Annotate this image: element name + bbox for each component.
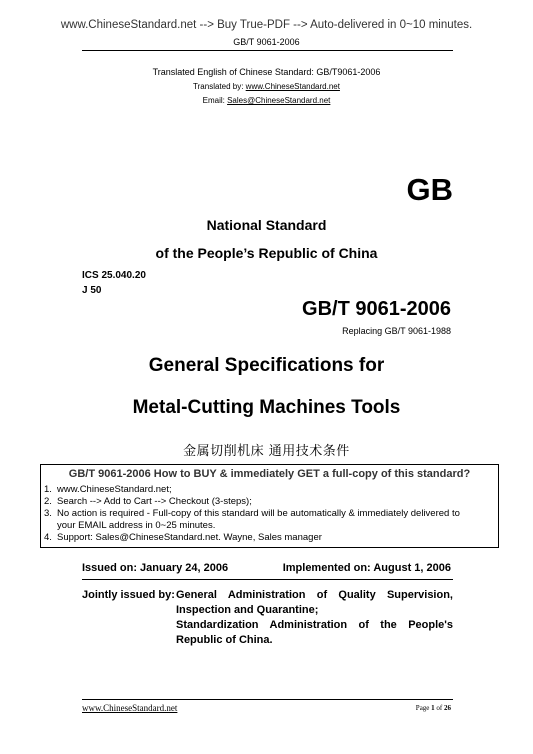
page-indicator: Page 1 of 26	[415, 704, 451, 712]
j-code: J 50	[82, 285, 102, 296]
buy-step-text[interactable]: www.ChineseStandard.net;	[57, 484, 172, 495]
buy-step-3-continued: your EMAIL address in 0~25 minutes.	[57, 520, 216, 531]
issuer-line-2: Inspection and Quarantine;	[176, 604, 319, 616]
footer-rule	[82, 699, 453, 700]
issuer-line-4: Republic of China.	[176, 634, 273, 646]
top-banner: www.ChineseStandard.net --> Buy True-PDF --> Auto-delivered in 0~10 minutes.	[60, 19, 473, 31]
header-doc-code: GB/T 9061-2006	[233, 37, 300, 47]
email-label: Email:	[202, 96, 228, 105]
buy-step-2: 2. Search --> Add to Cart --> Checkout (3-steps);	[44, 496, 252, 507]
national-standard-heading: National Standard	[206, 217, 327, 233]
translated-by	[0, 82, 533, 91]
jointly-issued-label: Jointly issued by:	[82, 589, 175, 601]
buy-info-box	[40, 464, 499, 548]
buy-box-heading: GB/T 9061-2006 How to BUY & immediately GET a full-copy of this standard?	[68, 468, 471, 480]
document-title-line1: General Specifications for	[148, 355, 385, 376]
email-link[interactable]: Sales@ChineseStandard.net	[227, 96, 331, 105]
buy-step-text: Search --> Add to Cart --> Checkout (3-steps);	[57, 496, 252, 507]
dates-rule	[82, 579, 453, 580]
standard-number: GB/T 9061-2006	[302, 298, 451, 320]
implemented-date: Implemented on: August 1, 2006	[282, 562, 451, 574]
replacing-note: Replacing GB/T 9061-1988	[342, 326, 451, 336]
buy-step-3: 3. No action is required - Full-copy of this standard will be automatically & immediately delivered to	[44, 508, 460, 519]
translation-title: Translated English of Chinese Standard: GB/T9061-2006	[152, 67, 381, 77]
header-rule	[82, 50, 453, 51]
translator-link[interactable]: www.ChineseStandard.net	[245, 82, 340, 91]
translated-by-label: Translated by:	[193, 82, 246, 91]
country-heading: of the People’s Republic of China	[155, 245, 378, 261]
ics-code: ICS 25.040.20	[82, 270, 146, 281]
page-current: 1	[431, 704, 435, 712]
buy-step-4: 4. Support: Sales@ChineseStandard.net. Wayne, Sales manager	[44, 532, 322, 543]
page-total: 26	[444, 704, 451, 712]
buy-step-1: 1. www.ChineseStandard.net;	[44, 484, 172, 495]
issuer-line-1: General Administration of Quality Supervision,	[176, 589, 453, 601]
buy-step-text: Support: Sales@ChineseStandard.net. Wayne, Sales manager	[57, 532, 322, 543]
issuer-line-3: Standardization Administration of the People's	[176, 619, 453, 631]
footer-site-link[interactable]: www.ChineseStandard.net	[82, 703, 178, 713]
chinese-title: 金属切削机床 通用技术条件	[183, 444, 350, 459]
document-title-line2: Metal-Cutting Machines Tools	[132, 397, 401, 418]
gb-mark: GB	[406, 172, 453, 207]
issued-date: Issued on: January 24, 2006	[82, 562, 229, 574]
translation-email	[0, 96, 533, 105]
buy-step-text: No action is required - Full-copy of this standard will be automatically & immediately delivered to	[57, 508, 460, 519]
